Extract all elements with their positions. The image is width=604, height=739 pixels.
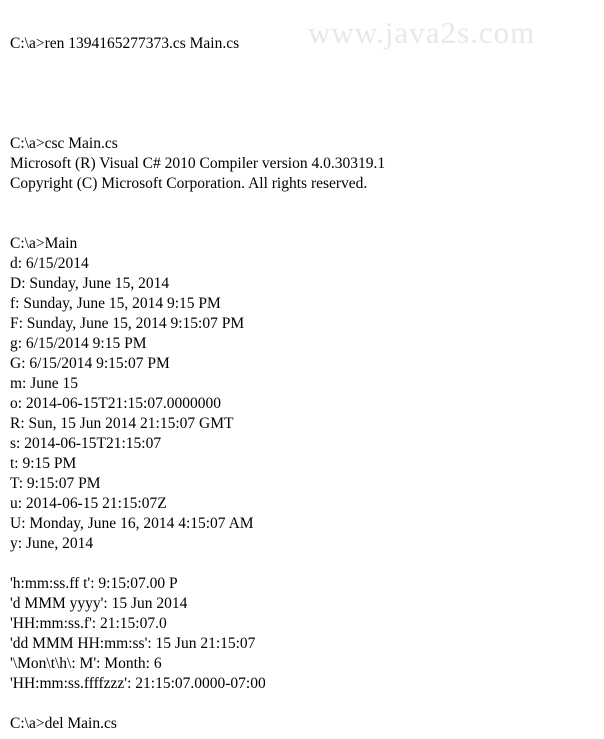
console-line-format-d: d: 6/15/2014 [10,255,89,272]
console-line-ren-command: C:\a>ren 1394165277373.cs Main.cs [10,35,240,52]
console-line-format-U: U: Monday, June 16, 2014 4:15:07 AM [10,515,254,532]
console-line-format-u: u: 2014-06-15 21:15:07Z [10,495,167,512]
console-line-custom-format-4: 'dd MMM HH:mm:ss': 15 Jun 21:15:07 [10,635,256,652]
console-line-custom-format-2: 'd MMM yyyy': 15 Jun 2014 [10,595,188,612]
console-line-custom-format-5: '\Mon\t\h\: M': Month: 6 [10,655,162,672]
console-line-format-t: t: 9:15 PM [10,455,77,472]
console-line-format-y: y: June, 2014 [10,535,94,552]
console-line-csc-command: C:\a>csc Main.cs [10,135,118,152]
console-line-format-s: s: 2014-06-15T21:15:07 [10,435,162,452]
console-line-format-F: F: Sunday, June 15, 2014 9:15:07 PM [10,315,245,332]
console-line-custom-format-6: 'HH:mm:ss.ffffzzz': 21:15:07.0000-07:00 [10,675,266,692]
console-line-del-command: C:\a>del Main.cs [10,715,117,732]
console-line-compiler-version: Microsoft (R) Visual C# 2010 Compiler version 4.0.30319.1 [10,155,386,172]
console-line-custom-format-1: 'h:mm:ss.ff t': 9:15:07.00 P [10,575,178,592]
console-line-format-f: f: Sunday, June 15, 2014 9:15 PM [10,295,221,312]
console-line-main-command: C:\a>Main [10,235,78,252]
console-line-format-g: g: 6/15/2014 9:15 PM [10,335,147,352]
console-line-format-o: o: 2014-06-15T21:15:07.0000000 [10,395,221,412]
watermark-text: www.java2s.com [308,15,536,50]
console-line-copyright: Copyright (C) Microsoft Corporation. All rights reserved. [10,175,368,192]
console-line-format-m: m: June 15 [10,375,79,392]
console-line-format-G: G: 6/15/2014 9:15:07 PM [10,355,170,372]
console-line-format-R: R: Sun, 15 Jun 2014 21:15:07 GMT [10,415,234,432]
console-line-custom-format-3: 'HH:mm:ss.f': 21:15:07.0 [10,615,167,632]
console-line-format-T: T: 9:15:07 PM [10,475,101,492]
console-line-format-D: D: Sunday, June 15, 2014 [10,275,170,292]
